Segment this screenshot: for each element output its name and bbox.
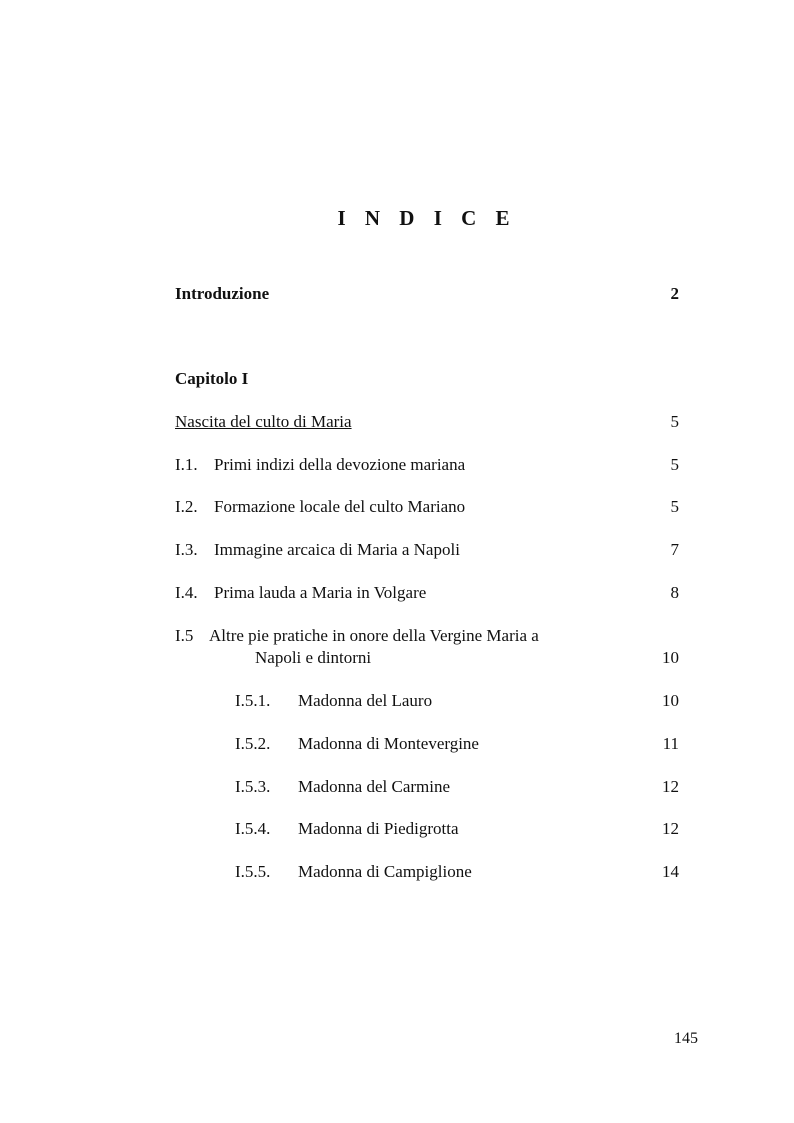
toc-entry-number: I.4. [175, 583, 198, 602]
toc-entry-label: Madonna di Piedigrotta [298, 819, 459, 838]
toc-entry-page: 14 [662, 862, 679, 881]
toc-entry-page: 5 [670, 412, 679, 431]
toc-entry-number: I.5.5. [235, 862, 271, 881]
toc-entry-page: 7 [670, 540, 679, 559]
toc-entry-number: I.3. [175, 540, 198, 559]
chapter-label: Capitolo I [175, 369, 249, 388]
toc-entry-page: 12 [662, 777, 679, 796]
toc-entry-page: 10 [662, 691, 679, 710]
toc-subentry-i55[interactable] [175, 862, 679, 886]
toc-entry-label: Madonna del Lauro [298, 691, 433, 710]
toc-entry-i3[interactable] [175, 540, 679, 564]
toc-entry-i1[interactable] [175, 455, 679, 479]
toc-entry-i4[interactable] [175, 583, 679, 607]
page-number: 145 [674, 1030, 698, 1047]
toc-subentry-i54[interactable] [175, 819, 679, 843]
toc-entry-label: Altre pie pratiche in onore della Vergine Maria a [209, 626, 539, 645]
toc-section-entry[interactable] [175, 412, 679, 436]
toc-entry-number: I.5.4. [235, 819, 271, 838]
section-label: Nascita del culto di Maria [175, 412, 352, 431]
toc-entry-page: 10 [662, 648, 679, 667]
toc-entry-label: Formazione locale del culto Mariano [214, 497, 466, 516]
index-title: I N D I C E [337, 206, 517, 230]
toc-entry-intro[interactable] [175, 284, 679, 308]
toc-chapter-heading [175, 369, 679, 393]
toc-entry-label: Immagine arcaica di Maria a Napoli [214, 540, 460, 559]
toc-entry-number: I.2. [175, 497, 198, 516]
toc-entry-number: I.5.3. [235, 777, 271, 796]
toc-entry-number: I.5.2. [235, 734, 271, 753]
toc-entry-page: 12 [662, 819, 679, 838]
toc-entry-label-continuation: Napoli e dintorni [255, 648, 372, 667]
toc-entry-i5[interactable] [175, 626, 679, 672]
toc-entry-label: Introduzione [175, 284, 270, 303]
toc-entry-page: 5 [670, 497, 679, 516]
toc-entry-label: Primi indizi della devozione mariana [214, 455, 466, 474]
toc-entry-number: I.5 [175, 626, 194, 645]
toc-entry-label: Madonna di Montevergine [298, 734, 479, 753]
toc-subentry-i53[interactable] [175, 777, 679, 801]
toc-subentry-i51[interactable] [175, 691, 679, 715]
toc-entry-label: Prima lauda a Maria in Volgare [214, 583, 427, 602]
toc-entry-page: 2 [670, 284, 679, 303]
toc-entry-page: 8 [670, 583, 679, 602]
toc-entry-page: 5 [670, 455, 679, 474]
toc-subentry-i52[interactable] [175, 734, 679, 758]
toc-entry-label: Madonna del Carmine [298, 777, 451, 796]
toc-entry-i2[interactable] [175, 497, 679, 521]
toc-entry-label: Madonna di Campiglione [298, 862, 472, 881]
toc-entry-number: I.1. [175, 455, 198, 474]
toc-entry-page: 11 [662, 734, 679, 753]
toc-entry-number: I.5.1. [235, 691, 271, 710]
